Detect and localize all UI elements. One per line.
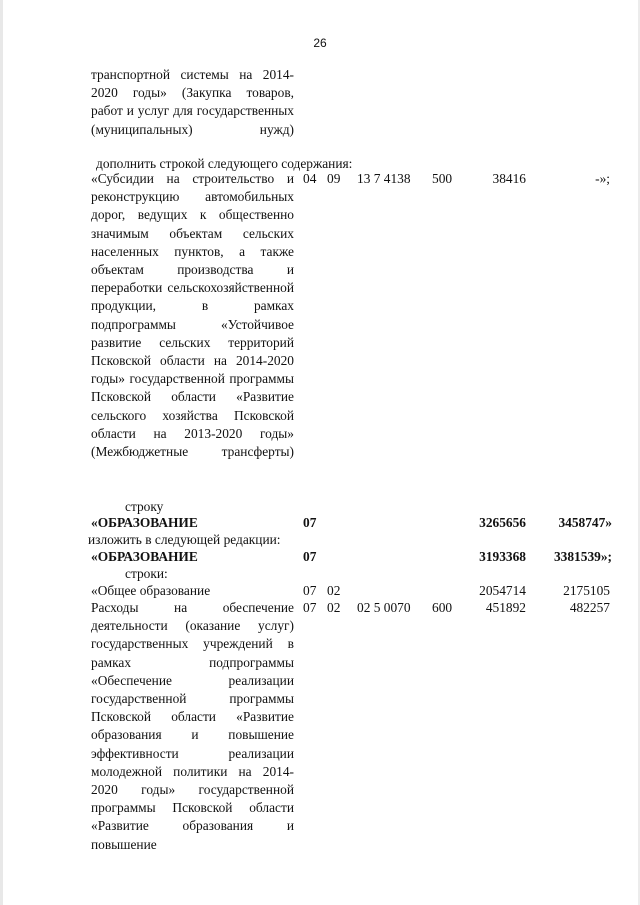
- subsidy-row-text: «Субсидии на строительство и реконструкцию автомобильных дорог, ведущих к общественно значимым объектам сельских населенных пунктов, а также объектам производства и переработки сельскохозяйственной продукции, в рамках подпрограммы «Устойчивое развитие сельских территорий Псковской области на 2014-2020 годы» государственной программы Псковской области «Развитие сельского хозяйства Псковской области на 2013-2020 годы» (Межбюджетные трансферты): [91, 171, 294, 460]
- subsidy-row-sum1: 38416: [492, 171, 526, 186]
- general-row-sum1: 2054714: [479, 583, 526, 598]
- expenses-row-rz: 07: [303, 600, 317, 615]
- subsidy-row-csr: 13 7 4138: [357, 171, 411, 186]
- intro-fragment: транспортной системы на 2014-2020 годы» (Закупка товаров, работ и услуг для государственных (муниципальных) нужд): [91, 67, 294, 137]
- education-old-rz: 07: [303, 515, 317, 530]
- instruction-add: дополнить строкой следующего содержания:: [96, 156, 353, 171]
- page-number: 26: [313, 36, 327, 50]
- expenses-row-csr: 02 5 0070: [357, 600, 411, 615]
- word-row: строку: [125, 499, 164, 514]
- subsidy-row-pr: 09: [327, 171, 341, 186]
- word-rows: строки:: [125, 566, 168, 581]
- general-row-label: «Общее образование: [91, 583, 211, 598]
- education-new-label: «ОБРАЗОВАНИЕ: [91, 549, 198, 564]
- expenses-row-sum2: 482257: [569, 600, 610, 615]
- education-new-rz: 07: [303, 549, 317, 564]
- subsidy-row-vr: 500: [432, 171, 453, 186]
- general-row-sum2: 2175105: [563, 583, 610, 598]
- expenses-row-pr: 02: [327, 600, 341, 615]
- expenses-row-sum1: 451892: [485, 600, 526, 615]
- general-row-pr: 02: [327, 583, 341, 598]
- subsidy-row-sum2: -»;: [595, 171, 610, 186]
- expenses-row-text: Расходы на обеспечение деятельности (оказание услуг) государственных учреждений в рамках подпрограммы «Обеспечение реализации государственной программы Псковской области «Развитие образования и повышение эффективности реализации молодежной политики на 2014-2020 годы» государственной программы Псковской области «Развитие образования и повышение: [91, 600, 294, 852]
- education-new-sum2: 3381539»;: [553, 549, 612, 564]
- subsidy-row-rz: 04: [303, 171, 317, 186]
- instruction-edit: изложить в следующей редакции:: [88, 532, 281, 547]
- education-old-label: «ОБРАЗОВАНИЕ: [91, 515, 198, 530]
- education-old-sum2: 3458747»: [558, 515, 612, 530]
- expenses-row-vr: 600: [432, 600, 453, 615]
- education-new-sum1: 3193368: [479, 549, 526, 564]
- general-row-rz: 07: [303, 583, 317, 598]
- scan-edge-left: [0, 0, 3, 905]
- education-old-sum1: 3265656: [479, 515, 526, 530]
